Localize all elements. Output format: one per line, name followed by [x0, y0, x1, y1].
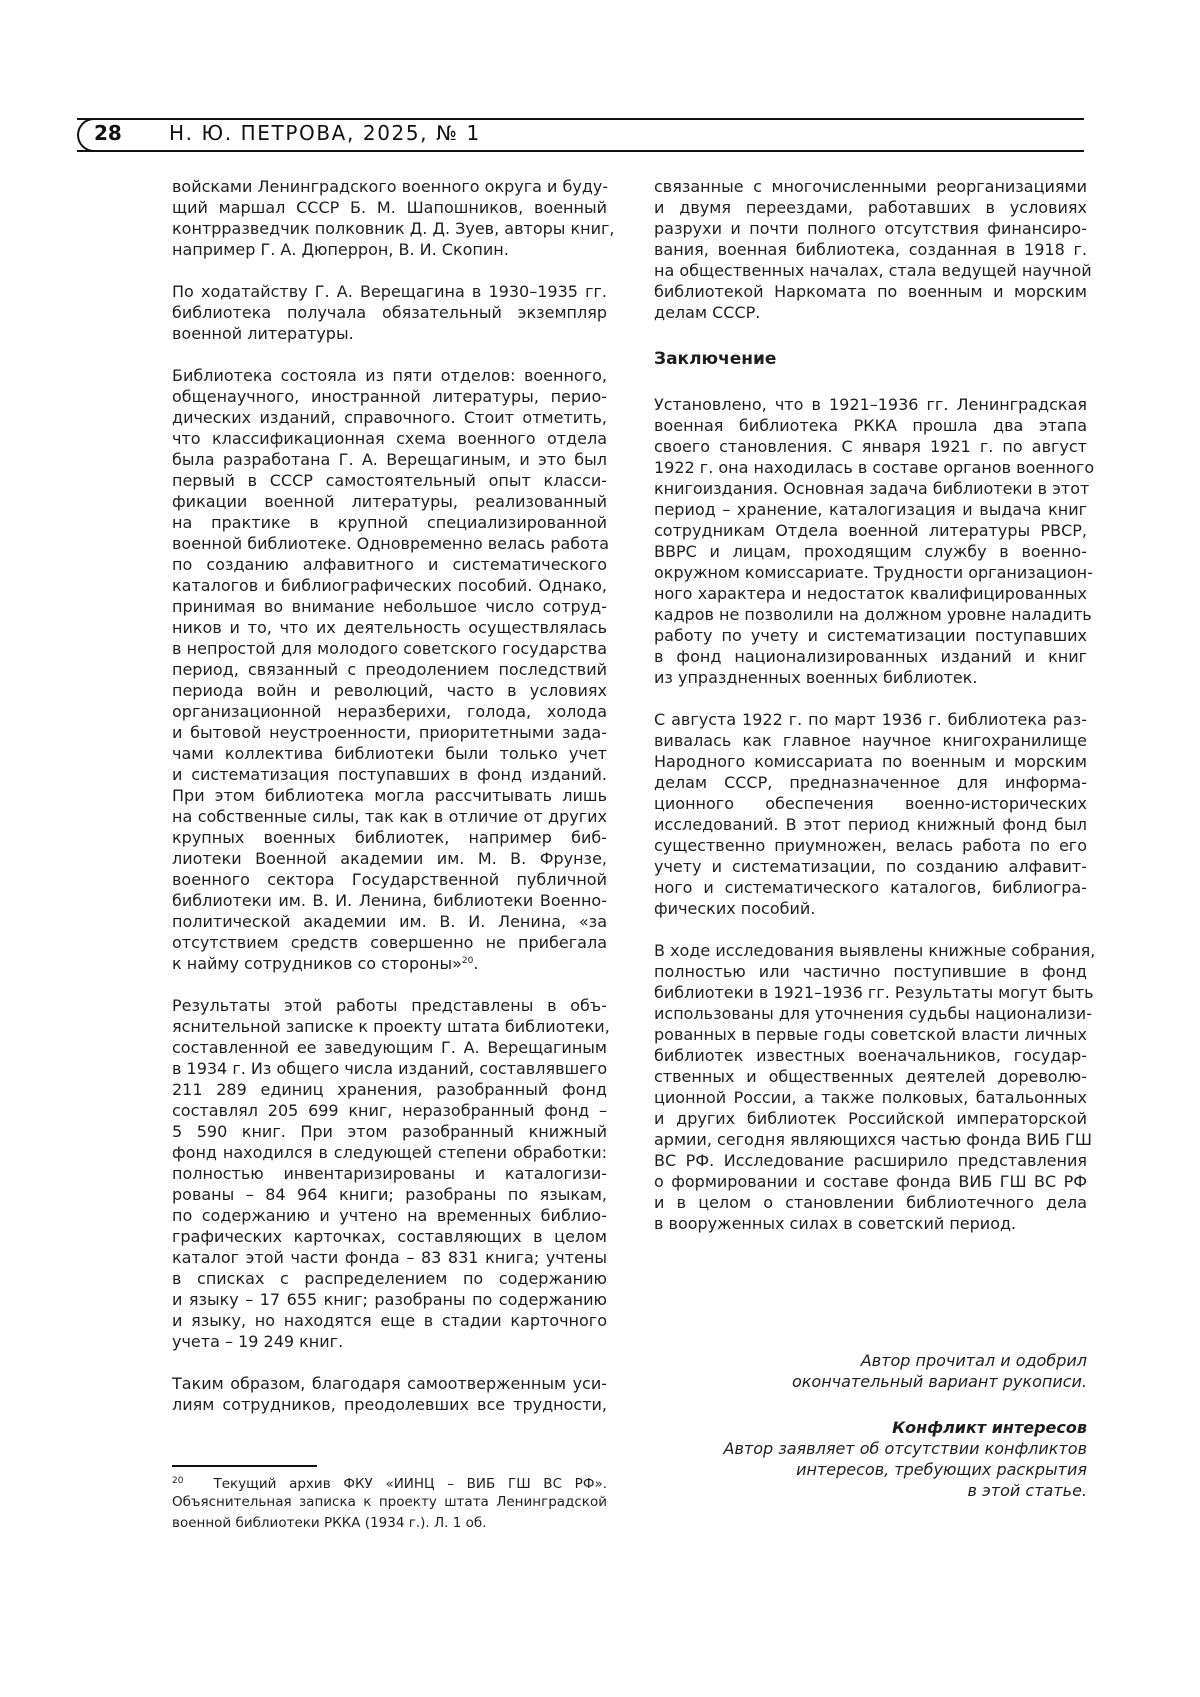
text-line: и двумя переездами, работавших в условиях [654, 198, 1087, 217]
text-line: Результаты этой работы представлены в объ- [172, 996, 607, 1015]
text-line: сотрудникам Отдела военной литературы РВСР, [654, 521, 1087, 540]
text-line: и языку – 17 655 книг; разобраны по содержанию [172, 1290, 607, 1309]
text-line: щий маршал СССР Б. М. Шапошников, военный [172, 198, 607, 217]
text-line: каталогов и библиографических пособий. Однако, [172, 576, 607, 595]
text-line: вания, военная библиотека, созданная в 1918 г. [654, 240, 1087, 259]
paragraph [172, 281, 607, 344]
text-line: книгоиздания. Основная задача библиотеки в этот [654, 479, 1090, 498]
text-line-tail: . [473, 954, 479, 973]
footnote-line: военной библиотеки РККА (1934 г.). Л. 1 об. [172, 1515, 487, 1531]
text-line: общенаучного, иностранной литературы, перио- [172, 387, 607, 406]
text-line: ников и то, что их деятельность осуществлялась [172, 618, 607, 637]
text-line: в 1934 г. Из общего числа изданий, составлявшего [172, 1059, 608, 1078]
text-line: полностью инвентаризированы и каталогизи- [172, 1164, 607, 1183]
text-line: своего становления. С января 1921 г. по август [654, 437, 1087, 456]
text-line: военной библиотеке. Одновременно велась работа [172, 534, 610, 553]
text-line: в вооруженных силах в советский период. [654, 1214, 1017, 1233]
paragraph [654, 394, 1095, 688]
text-line: С августа 1922 г. по март 1936 г. библиотека раз- [654, 710, 1087, 729]
running-head-title: Н. Ю. ПЕТРОВА, 2025, № 1 [169, 121, 481, 145]
footnote-line [172, 1472, 607, 1493]
text-line: лиям сотрудников, преодолевших все трудности, [172, 1395, 607, 1414]
statement-line: окончательный вариант рукописи. [791, 1372, 1087, 1391]
text-line: ВС РФ. Исследование расширило представления [654, 1151, 1087, 1170]
text-line: и других библиотек Российской императорской [654, 1109, 1087, 1128]
text-line: библиотеки им. В. И. Ленина, библиотеки Военно- [172, 891, 607, 910]
paragraph [172, 176, 615, 260]
paragraph [654, 709, 1087, 919]
text-line: Установлено, что в 1921–1936 гг. Ленинградская [654, 395, 1087, 414]
text-line: графических карточках, составляющих в целом [172, 1227, 607, 1246]
footnote [172, 1472, 607, 1535]
text-line: 211 289 единиц хранения, разобранный фонд [172, 1080, 607, 1099]
text-line: При этом библиотека могла рассчитывать лишь [172, 786, 607, 805]
footnote-separator [172, 1465, 317, 1467]
paragraph [172, 365, 610, 974]
footnote-reference[interactable]: 20 [461, 956, 474, 966]
text-line: принимая во внимание небольшое число сотруд- [172, 597, 607, 616]
text-line: по созданию алфавитного и систематического [172, 555, 607, 574]
text-line: первый в СССР самостоятельный опыт класси- [172, 471, 607, 490]
text-line: крупных военных библиотек, например биб- [172, 828, 607, 847]
paragraph [654, 940, 1096, 1234]
text-line: периода войн и революций, часто в условиях [172, 681, 607, 700]
paragraph [172, 995, 610, 1352]
text-line: ного и систематического каталогов, библиогра- [654, 878, 1087, 897]
statement-line: интересов, требующих раскрытия [796, 1460, 1087, 1479]
text-line: ционной России, а также полковых, батальонных [654, 1088, 1087, 1107]
text-line: период – хранение, каталогизация и выдача книг [654, 500, 1087, 519]
text-line-content: к найму сотрудников со стороны» [172, 954, 462, 973]
footnote-number: 20 [172, 1476, 184, 1486]
text-line: связанные с многочисленными реорганизациями [654, 177, 1087, 196]
left-column [172, 176, 615, 1436]
text-line: использованы для уточнения судьбы национализи- [654, 1004, 1092, 1023]
text-line: исследований. В этот период книжный фонд был [654, 815, 1087, 834]
text-line: ВВРС и лицам, проходящим службу в военно- [654, 542, 1087, 561]
conflict-of-interest-title: Конфликт интересов [892, 1418, 1087, 1437]
text-line: разрухи и почти полного отсутствия финансиро- [654, 219, 1087, 238]
text-line: и в целом о становлении библиотечного дела [654, 1193, 1087, 1212]
text-line: Таким образом, благодаря самоотверженным уси- [172, 1374, 607, 1393]
text-line: в непростой для молодого советского государства [172, 639, 607, 658]
text-line: В ходе исследования выявлены книжные собрания, [654, 941, 1096, 960]
text-line: и систематизация поступавших в фонд изданий. [172, 765, 607, 784]
text-line: ного характера и недостаток квалифицированных [654, 584, 1087, 603]
text-line: по содержанию и учтено на временных библио- [172, 1206, 607, 1225]
text-line: на практике в крупной специализированной [172, 513, 607, 532]
conflict-of-interest-statement [654, 1417, 1087, 1501]
text-line: военной литературы. [172, 324, 354, 343]
text-line: Библиотека состояла из пяти отделов: военного, [172, 366, 607, 385]
text-line: и языку, но находятся еще в стадии карточного [172, 1311, 607, 1330]
right-column [654, 176, 1096, 1255]
text-line: рованы – 84 964 книги; разобраны по языкам, [172, 1185, 607, 1204]
statement-line: Автор прочитал и одобрил [860, 1351, 1087, 1370]
text-line: политической академии им. В. И. Ленина, «за [172, 912, 607, 931]
text-line: составленной ее заведующим Г. А. Верещагиным [172, 1038, 607, 1057]
text-line: ционного обеспечения военно-исторических [654, 794, 1087, 813]
text-line: каталог этой части фонда – 83 831 книга; учтены [172, 1248, 607, 1267]
text-line: делам СССР, предназначенное для информа- [654, 773, 1087, 792]
text-line: кадров не позволили на должном уровне наладить [654, 605, 1092, 624]
text-line: что классификационная схема военного отдела [172, 429, 607, 448]
text-line: отсутствием средств совершенно не прибегала [172, 933, 607, 952]
text-line: из упраздненных военных библиотек. [654, 668, 978, 687]
text-line: составлял 205 699 книг, неразобранный фонд – [172, 1101, 607, 1120]
text-line: Народного комиссариата по военным и морским [654, 752, 1087, 771]
text-line: фикации военной литературы, реализованный [172, 492, 607, 511]
page-number: 28 [94, 121, 122, 145]
text-line: существенно приумножен, велась работа по его [654, 836, 1087, 855]
text-line: учету и систематизации, по созданию алфавит- [654, 857, 1087, 876]
text-line: и бытовой неустроенности, приоритетными зада- [172, 723, 607, 742]
text-line: рованных в первые годы советской власти личных [654, 1025, 1087, 1044]
text-line: окружном комиссариате. Трудности организацион- [654, 563, 1093, 582]
text-line: ственных и общественных деятелей дореволю- [654, 1067, 1087, 1086]
text-line: вивалась как главное научное книгохранилище [654, 731, 1087, 750]
paragraph [654, 176, 1092, 323]
conclusion-body [654, 394, 1096, 1234]
text-line: полностью или частично поступившие в фонд [654, 962, 1087, 981]
text-line: армии, сегодня являющихся частью фонда ВИБ ГШ [654, 1130, 1093, 1149]
text-line: военного сектора Государственной публичной [172, 870, 607, 889]
text-line: например Г. А. Дюперрон, В. И. Скопин. [172, 240, 509, 259]
footnote-line: Объяснительная записка к проекту штата Ленинградской [172, 1494, 607, 1510]
text-line: войсками Ленинградского военного округа и буду- [172, 177, 609, 196]
statement-line: в этой статье. [967, 1481, 1087, 1500]
text-line: на собственные силы, так как в отличие от других [172, 807, 607, 826]
text-line: делам СССР. [654, 303, 761, 322]
text-line: период, связанный с преодолением последствий [172, 660, 607, 679]
text-line: лиотеки Военной академии им. М. В. Фрунзе, [172, 849, 607, 868]
text-line: библиотека получала обязательный экземпляр [172, 303, 607, 322]
text-line: чами коллектива библиотеки были только учет [172, 744, 607, 763]
text-line: военная библиотека РККА прошла два этапа [654, 416, 1087, 435]
text-line: фических пособий. [654, 899, 816, 918]
statement-line: Автор заявляет об отсутствии конфликтов [723, 1439, 1087, 1458]
text-line: библиотек известных военачальников, государ- [654, 1046, 1087, 1065]
paragraph [172, 1373, 607, 1415]
text-line: дических изданий, справочного. Стоит отметить, [172, 408, 607, 427]
text-line: По ходатайству Г. А. Верещагина в 1930–1935 гг. [172, 282, 607, 301]
author-approval-statement [654, 1350, 1087, 1392]
text-line: организационной неразберихи, голода, холода [172, 702, 607, 721]
text-line: о формировании и составе фонда ВИБ ГШ ВС РФ [654, 1172, 1087, 1191]
text-line: библиотекой Наркомата по военным и морским [654, 282, 1087, 301]
text-line: была разработана Г. А. Верещагиным, и это был [172, 450, 607, 469]
text-line: фонд находился в следующей степени обработки: [172, 1143, 607, 1162]
text-line: в списках с распределением по содержанию [172, 1269, 607, 1288]
text-line [172, 953, 607, 974]
text-line: 1922 г. она находилась в составе органов военного [654, 458, 1095, 477]
footnote-text: Текущий архив ФКУ «ИИНЦ – ВИБ ГШ ВС РФ». [213, 1476, 607, 1492]
text-line: на общественных началах, стала ведущей научной [654, 261, 1092, 280]
text-line: библиотеки в 1921–1936 гг. Результаты могут быть [654, 983, 1094, 1002]
running-header [77, 118, 1084, 152]
text-line: работу по учету и систематизации поступавших [654, 626, 1087, 645]
text-line: учета – 19 249 книг. [172, 1332, 344, 1351]
text-line: в фонд национализированных изданий и книг [654, 647, 1087, 666]
text-line: 5 590 книг. При этом разобранный книжный [172, 1122, 607, 1141]
text-line: контрразведчик полковник Д. Д. Зуев, авторы книг, [172, 219, 615, 238]
text-line: яснительной записке к проекту штата библиотеки, [172, 1017, 610, 1036]
section-heading-conclusion: Заключение [654, 349, 777, 369]
